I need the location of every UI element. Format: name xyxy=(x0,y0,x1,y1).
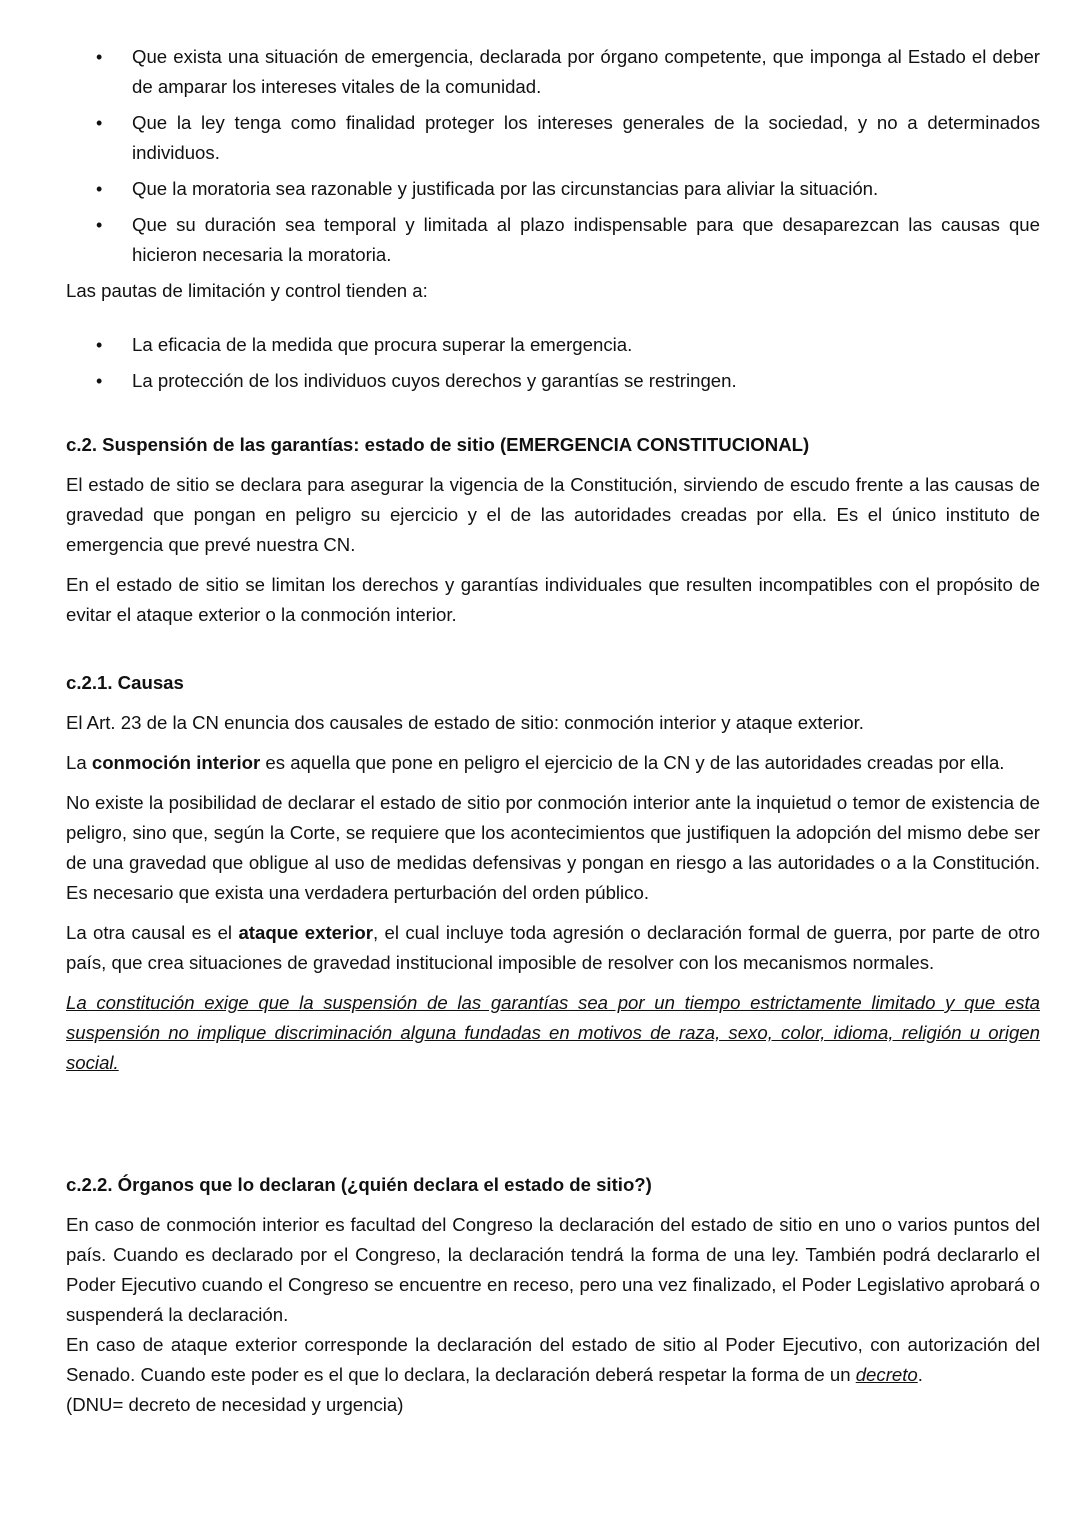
paragraph: El Art. 23 de la CN enuncia dos causales de estado de sitio: conmoción interior y ataque exterior. xyxy=(66,712,864,733)
text-run: En caso de ataque exterior corresponde la declaración del estado de sitio al Poder Ejecutivo, con autorización del Senado. Cuando este poder es el que lo declara, la declaración deberá respetar la forma de un xyxy=(66,1334,1040,1385)
paragraph xyxy=(66,918,1040,978)
section-heading-c22: c.2.2. Órganos que lo declaran (¿quién declara el estado de sitio?) xyxy=(66,1174,652,1195)
list-item: • Que exista una situación de emergencia, declarada por órgano competente, que imponga al Estado el deber de amparar los intereses vitales de la comunidad. xyxy=(66,42,1040,102)
paragraph: El estado de sitio se declara para asegurar la vigencia de la Constitución, sirviendo de escudo frente a las causas de gravedad que pongan en peligro su ejercicio y el de las autoridades creadas por ella. Es el único instituto de emergencia que prevé nuestra CN. xyxy=(66,474,1040,555)
paragraph: En caso de conmoción interior es facultad del Congreso la declaración del estado de sitio en uno o varios puntos del país. Cuando es declarado por el Congreso, la declaración tendrá la forma de una ley. También podrá declararlo el Poder Ejecutivo cuando el Congreso se encuentre en receso, pero una vez finalizado, el Poder Legislativo aprobará o suspenderá la declaración. xyxy=(66,1214,1040,1325)
underlined-note: La constitución exige que la suspensión de las garantías sea por un tiempo estrictamente limitado y que esta suspensión no implique discriminación alguna fundadas en motivos de raza, sexo, color, idioma, religión u origen social. xyxy=(66,992,1040,1073)
pautas-intro: Las pautas de limitación y control tienden a: xyxy=(66,280,428,301)
list-item: • La protección de los individuos cuyos derechos y garantías se restringen. xyxy=(66,366,1040,396)
text-run: La otra causal es el xyxy=(66,922,239,943)
emphasized-term: decreto xyxy=(855,1364,918,1385)
list-item: • Que la ley tenga como finalidad proteger los intereses generales de la sociedad, y no a determinados individuos. xyxy=(66,108,1040,168)
text-run: es aquella que pone en peligro el ejercicio de la CN y de las autoridades creadas por ella. xyxy=(260,752,1005,773)
text-run: La xyxy=(66,752,92,773)
text-run: . xyxy=(917,1364,923,1385)
paragraph: En el estado de sitio se limitan los derechos y garantías individuales que resulten incompatibles con el propósito de evitar el ataque exterior o la conmoción interior. xyxy=(66,574,1040,625)
section-heading-c2: c.2. Suspensión de las garantías: estado de sitio (EMERGENCIA CONSTITUCIONAL) xyxy=(66,434,810,455)
paragraph: (DNU= decreto de necesidad y urgencia) xyxy=(66,1394,404,1415)
paragraph xyxy=(66,1330,1040,1390)
paragraph: No existe la posibilidad de declarar el estado de sitio por conmoción interior ante la inquietud o temor de existencia de peligro, sino que, según la Corte, se requiere que los acontecimientos que justifiquen la adopción del mismo debe ser de una gravedad que obligue al uso de medidas defensivas y pongan en riesgo a las autoridades o a la Constitución. Es necesario que exista una verdadera perturbación del orden público. xyxy=(66,792,1040,903)
list-item: • Que su duración sea temporal y limitada al plazo indispensable para que desaparezcan las causas que hicieron necesaria la moratoria. xyxy=(66,210,1040,270)
list-item: • Que la moratoria sea razonable y justificada por las circunstancias para aliviar la situación. xyxy=(66,174,1040,204)
bold-term: ataque exterior xyxy=(238,922,373,943)
paragraph xyxy=(66,748,1040,778)
pautas-list xyxy=(66,330,1040,396)
list-item: • La eficacia de la medida que procura superar la emergencia. xyxy=(66,330,1040,360)
bold-term: conmoción interior xyxy=(91,752,261,773)
section-heading-c21: c.2.1. Causas xyxy=(66,672,184,693)
requirements-list xyxy=(66,42,1040,270)
text-run: , el cual incluye toda agresión o declaración formal de guerra, por parte de otro país, que crea situaciones de gravedad institucional imposible de resolver con los mecanismos normales. xyxy=(66,922,1040,973)
